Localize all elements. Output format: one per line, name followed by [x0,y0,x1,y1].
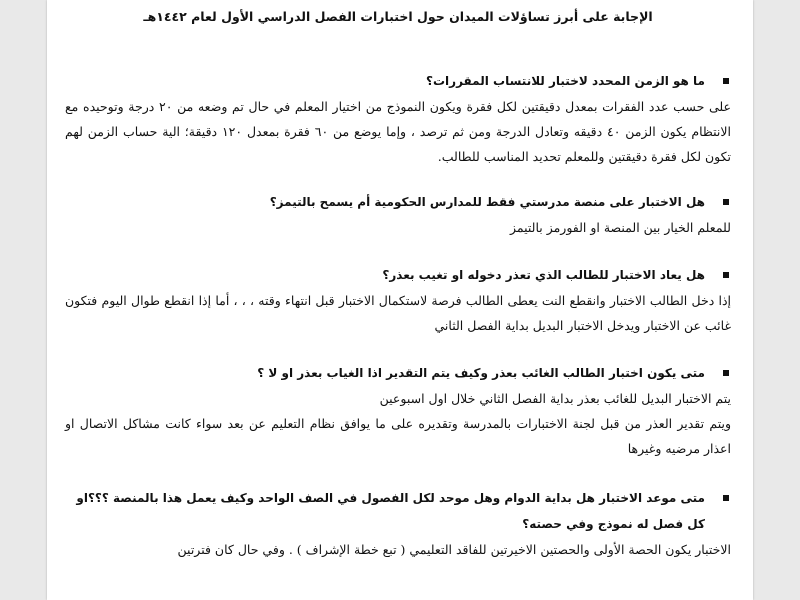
question-text: ما هو الزمن المحدد لاختبار للانتساب المقررات؟ [426,74,705,88]
qa-item-4 [65,360,731,461]
bullet-icon [723,272,729,278]
question-2 [65,189,731,215]
answer-5 [65,537,731,562]
bullet-icon [723,370,729,376]
answer-paragraph: إذا دخل الطالب الاختبار وانقطع النت يعطى الطالب فرصة لاستكمال الاختبار قبل انتهاء وقته ، ، ، أما إذا انقطع طوال اليوم فتكون غائب عن الاختبار ويدخل الاختبار البديل بداية الفصل الثاني [65,293,731,333]
question-3 [65,262,731,288]
question-text: متى يكون اختبار الطالب الغائب بعذر وكيف يتم التقدير اذا الغياب بعذر او لا ؟ [257,366,705,380]
answer-1 [65,94,731,169]
question-1 [65,68,731,94]
answer-paragraph: الاختبار يكون الحصة الأولى والحصتين الاخيرتين للفاقد التعليمي ( تبع خطة الإشراف ) . وفي حال كان فترتين [177,542,731,557]
question-4 [65,360,731,386]
qa-item-2 [65,189,731,240]
answer-paragraph: للمعلم الخيار بين المنصة او الفورمز بالتيمز [509,220,731,235]
answer-paragraph: على حسب عدد الفقرات بمعدل دقيقتين لكل فقرة ويكون النموذج من اختيار المعلم في حال تم وضعه من ٢٠ درجة وتوحيده مع الانتظام يكون الزمن ٤٠ دقيقه وتعادل الدرجة ومن ثم ترصد ، وإما يوضع من ٦٠ فقرة بمعدل ١٢٠ دقيقة؛ الية حساب الزمن لهم تكون لكل فقرة دقيقتين وللمعلم تحديد المناسب للطالب. [65,99,732,164]
document-content [65,8,731,562]
answer-4 [65,386,731,461]
question-text: متى موعد الاختبار هل بداية الدوام وهل موحد لكل الفصول في الصف الواحد وكيف يعمل هذا بالمنصة ؟؟؟او كل فصل له نموذج وفي حصته؟ [76,491,705,531]
qa-item-5 [65,485,731,562]
bullet-icon [723,495,729,501]
answer-2 [65,215,731,240]
question-text: هل يعاد الاختبار للطالب الذي تعذر دخوله او تغيب بعذر؟ [382,268,705,282]
document-title: الإجابة على أبرز تساؤلات الميدان حول اختبارات الفصل الدراسي الأول لعام ١٤٤٢هـ [143,9,653,24]
qa-item-1 [65,68,731,169]
answer-3 [65,288,731,338]
document-page [47,0,753,600]
bullet-icon [723,78,729,84]
question-5 [65,485,731,537]
question-text: هل الاختبار على منصة مدرستي فقط للمدارس الحكومية أم يسمح بالتيمز؟ [269,195,705,209]
answer-paragraph: ويتم تقدير العذر من قبل لجنة الاختبارات بالمدرسة وتقديره على ما يوافق نظام التعليم عن بعد سواء كانت مشاكل الاتصال او اعذار مرضيه وغيرها [65,416,731,456]
answer-paragraph: يتم الاختبار البديل للغائب بعذر بداية الفصل الثاني خلال اول اسبوعين [379,391,731,406]
qa-item-3 [65,262,731,338]
bullet-icon [723,199,729,205]
